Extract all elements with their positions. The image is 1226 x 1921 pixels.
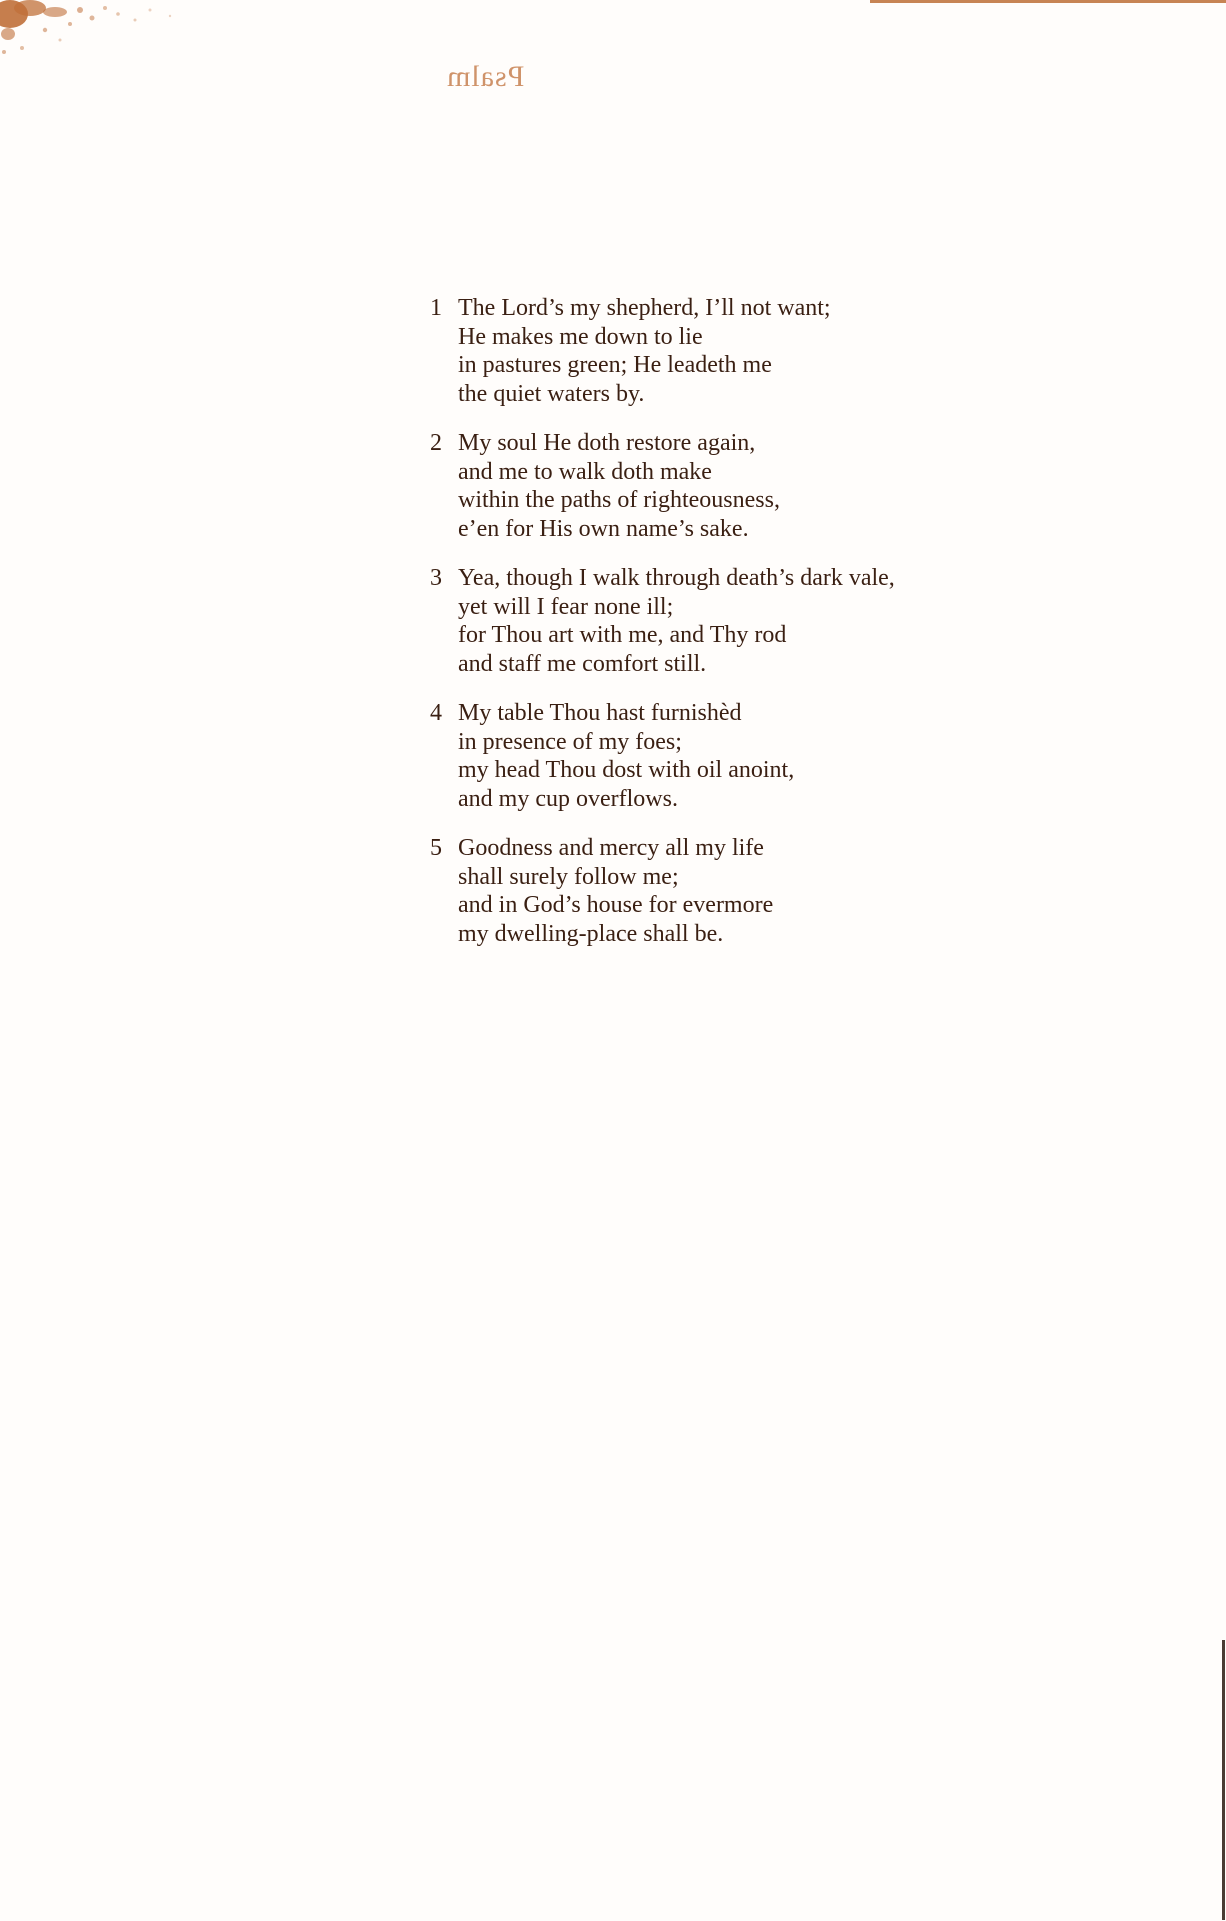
verse-line: Yea, though I walk through death’s dark vale, (458, 565, 895, 591)
verse-line: in pastures green; He leadeth me (458, 352, 772, 378)
verse-line: the quiet waters by. (458, 380, 645, 407)
show-through-text: Psalm (446, 60, 525, 93)
verse-line: my dwelling-place shall be. (458, 920, 724, 947)
verse-line: within the paths of righteousness, (458, 487, 780, 513)
verse-number: 2 (430, 430, 442, 456)
verse-3 (420, 564, 1020, 678)
verse-line: My table Thou hast furnishèd (458, 700, 742, 726)
verse-line: My soul He doth restore again, (458, 430, 756, 456)
verse-line: and in God’s house for evermore (458, 892, 774, 918)
verse-2 (420, 429, 1020, 543)
verse-number: 1 (430, 295, 442, 321)
verse-line: in presence of my foes; (458, 728, 682, 755)
page-top-edge (870, 0, 1226, 3)
hymn-text (420, 294, 1020, 969)
verse-line: my head Thou dost with oil anoint, (458, 757, 795, 783)
verse-number: 5 (430, 835, 442, 861)
verse-line: and my cup overflows. (458, 785, 678, 812)
verse-line: yet will I fear none ill; (458, 593, 674, 620)
verse-1 (420, 294, 1020, 408)
verse-line: shall surely follow me; (458, 863, 679, 890)
verse-lines (458, 834, 1020, 948)
verse-lines (458, 699, 1020, 813)
verse-number: 3 (430, 565, 442, 591)
verse-lines (458, 294, 1020, 408)
verse-5 (420, 834, 1020, 948)
corner-stain (0, 0, 190, 70)
verse-line: He makes me down to lie (458, 323, 703, 350)
verse-number: 4 (430, 700, 442, 726)
show-through-mark (446, 60, 606, 110)
verse-lines (458, 429, 1020, 543)
verse-lines (458, 564, 1020, 678)
verse-line: e’en for His own name’s sake. (458, 515, 749, 542)
verse-line: The Lord’s my shepherd, I’ll not want; (458, 295, 831, 321)
verse-line: and me to walk doth make (458, 458, 712, 485)
verse-line: Goodness and mercy all my life (458, 835, 764, 861)
verse-4 (420, 699, 1020, 813)
page-right-edge (1222, 1640, 1225, 1920)
verse-line: for Thou art with me, and Thy rod (458, 622, 787, 648)
verse-line: and staff me comfort still. (458, 650, 707, 677)
